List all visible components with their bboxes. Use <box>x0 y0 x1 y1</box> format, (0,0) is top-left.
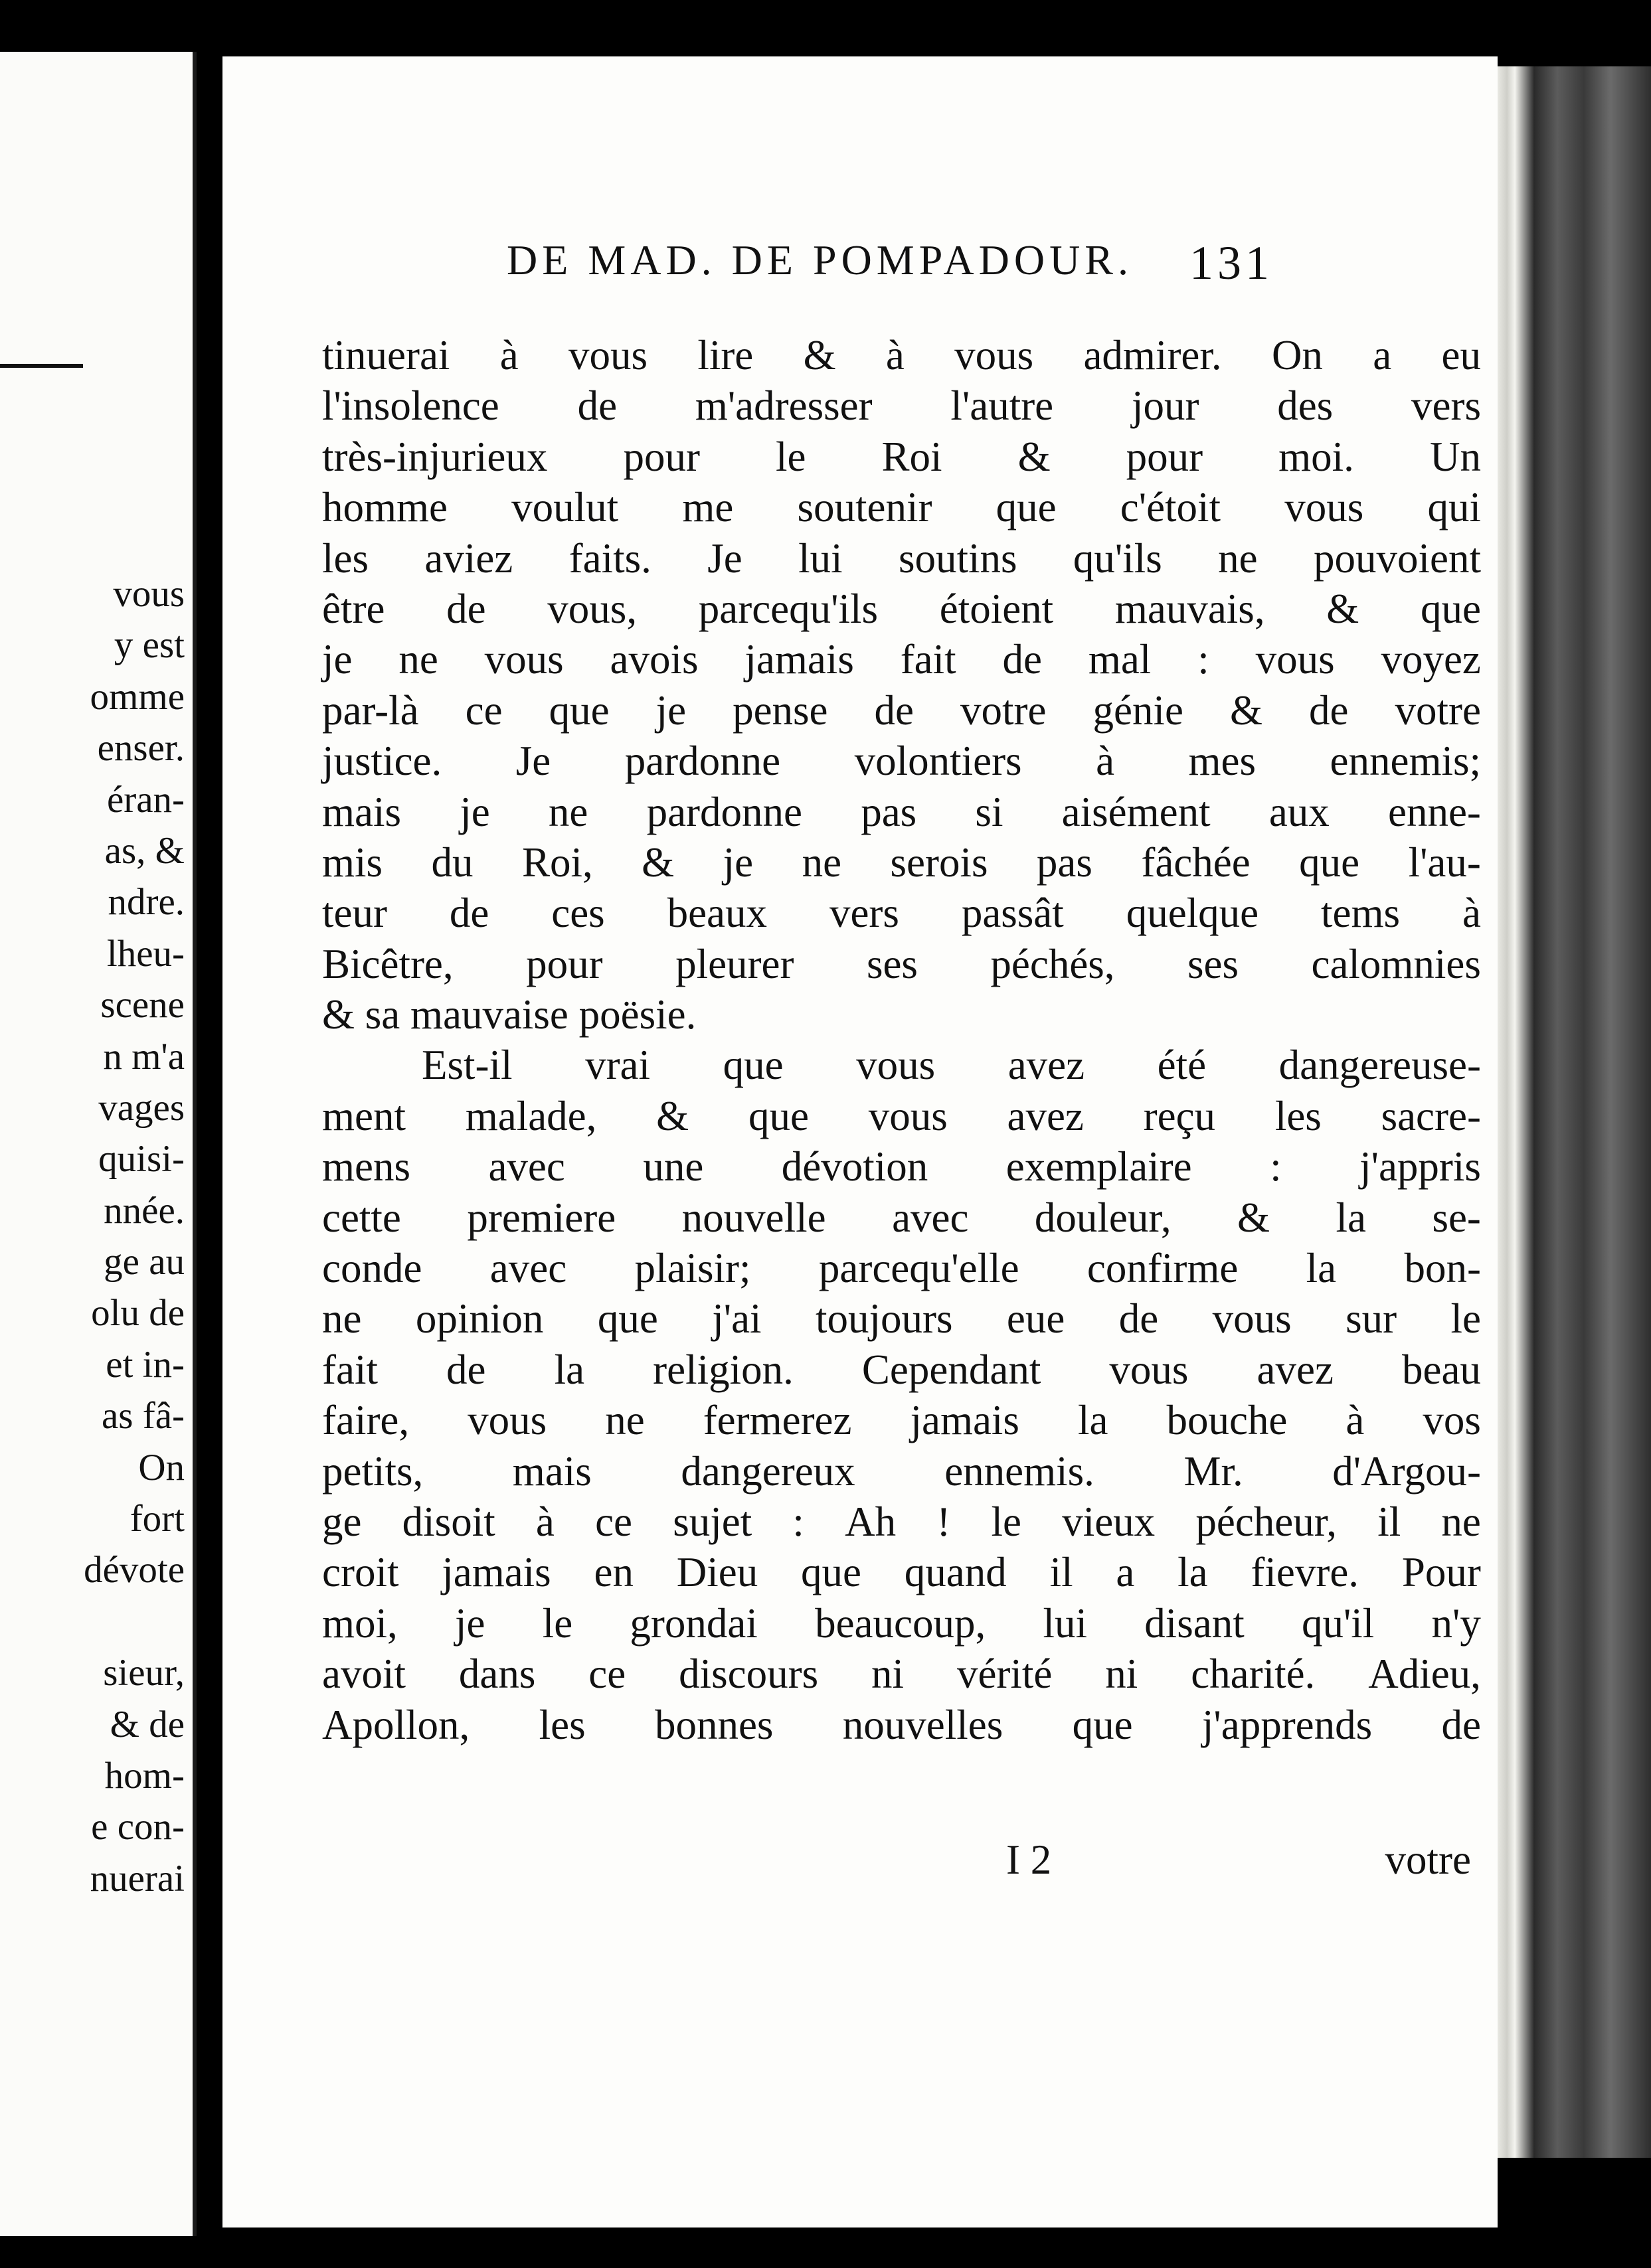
left-page-line: vous <box>113 573 185 615</box>
left-page-line: ge au <box>104 1241 185 1283</box>
left-page-text <box>84 568 185 1904</box>
left-page-line: sieur, <box>103 1652 185 1694</box>
text-line: ne opinion que j'ai toujours eue de vous sur le <box>322 1295 1481 1342</box>
text-line: être de vous, parcequ'ils étoient mauvais, & que <box>322 585 1481 632</box>
text-line: avoit dans ce discours ni vérité ni charité. Adieu, <box>322 1651 1481 1698</box>
left-page-line: omme <box>90 675 185 718</box>
text-line: les aviez faits. Je lui soutins qu'ils ne pouvoient <box>322 534 1481 582</box>
text-line: faire, vous ne fermerez jamais la bouche à vos <box>322 1397 1481 1444</box>
text-line: conde avec plaisir; parcequ'elle confirme la bon- <box>322 1245 1481 1292</box>
left-page-line <box>84 1596 185 1647</box>
text-line: teur de ces beaux vers passât quelque tems à <box>322 890 1481 937</box>
body-text <box>322 330 1481 1750</box>
left-page-line: as, & <box>104 829 185 872</box>
left-page-line: vages <box>98 1086 185 1129</box>
signature-mark: I 2 <box>1006 1836 1052 1883</box>
left-page-line: lheu- <box>106 932 185 975</box>
text-line: cette premiere nouvelle avec douleur, & la se- <box>322 1194 1481 1241</box>
text-line: l'insolence de m'adresser l'autre jour des vers <box>322 382 1481 430</box>
text-line: je ne vous avois jamais fait de mal : vous voyez <box>322 636 1481 683</box>
text-line: mais je ne pardonne pas si aisément aux enne- <box>322 788 1481 835</box>
left-page-line: ndre. <box>108 881 185 924</box>
book-page-edges <box>1498 66 1651 2158</box>
catchword: votre <box>1385 1836 1471 1883</box>
left-page-line: dévote <box>84 1549 185 1591</box>
left-page-line: enser. <box>97 727 185 770</box>
left-page-line: On <box>138 1446 185 1489</box>
text-line: moi, je le grondai beaucoup, lui disant qu'il n'y <box>322 1599 1481 1647</box>
left-page-line: n m'a <box>103 1035 185 1078</box>
left-page-line: as fâ- <box>102 1395 185 1437</box>
text-line: ge disoit à ce sujet : Ah ! le vieux pécheur, il ne <box>322 1498 1481 1545</box>
running-title: DE MAD. DE POMPADOUR. <box>507 236 1133 284</box>
text-line: justice. Je pardonne volontiers à mes ennemis; <box>322 738 1481 785</box>
page-header <box>222 236 1498 295</box>
left-page-line: et in- <box>106 1343 185 1386</box>
page-footer <box>322 1836 1471 1889</box>
main-page <box>222 56 1498 2228</box>
page-number: 131 <box>1189 236 1273 289</box>
text-line: Est-il vrai que vous avez été dangereuse- <box>422 1042 1481 1089</box>
left-page-line: y est <box>114 624 185 667</box>
text-line: Apollon, les bonnes nouvelles que j'apprends de <box>322 1701 1481 1748</box>
text-line: très-injurieux pour le Roi & pour moi. Un <box>322 433 1481 480</box>
text-line: Bicêtre, pour pleurer ses péchés, ses calomnies <box>322 940 1481 987</box>
left-page-line: olu de <box>91 1292 185 1335</box>
left-page-line: hom- <box>104 1754 185 1797</box>
left-page-line: scene <box>100 984 185 1026</box>
text-line: mis du Roi, & je ne serois pas fâchée que l'au- <box>322 839 1481 886</box>
text-line: homme voulut me soutenir que c'étoit vous qui <box>322 484 1481 531</box>
left-page-rule <box>0 364 83 368</box>
left-page-line: quisi- <box>98 1138 185 1180</box>
text-line: mens avec une dévotion exemplaire : j'appris <box>322 1143 1481 1190</box>
text-line: tinuerai à vous lire & à vous admirer. On a eu <box>322 332 1481 378</box>
text-line: par-là ce que je pense de votre génie & de votre <box>322 687 1481 734</box>
text-line: petits, mais dangereux ennemis. Mr. d'Argou- <box>322 1447 1481 1495</box>
left-facing-page <box>0 52 197 2236</box>
left-page-line: & de <box>110 1703 185 1745</box>
left-page-line: éran- <box>106 778 185 821</box>
text-line: croit jamais en Dieu que quand il a la fievre. Pour <box>322 1549 1481 1596</box>
text-line: & sa mauvaise poësie. <box>322 991 697 1038</box>
text-line: ment malade, & que vous avez reçu les sacre- <box>322 1092 1481 1139</box>
left-page-line: nuerai <box>90 1857 185 1900</box>
left-page-line: nnée. <box>104 1189 185 1232</box>
text-line: fait de la religion. Cependant vous avez beau <box>322 1346 1481 1393</box>
left-page-line: e con- <box>91 1806 185 1848</box>
left-page-line: fort <box>130 1498 185 1540</box>
